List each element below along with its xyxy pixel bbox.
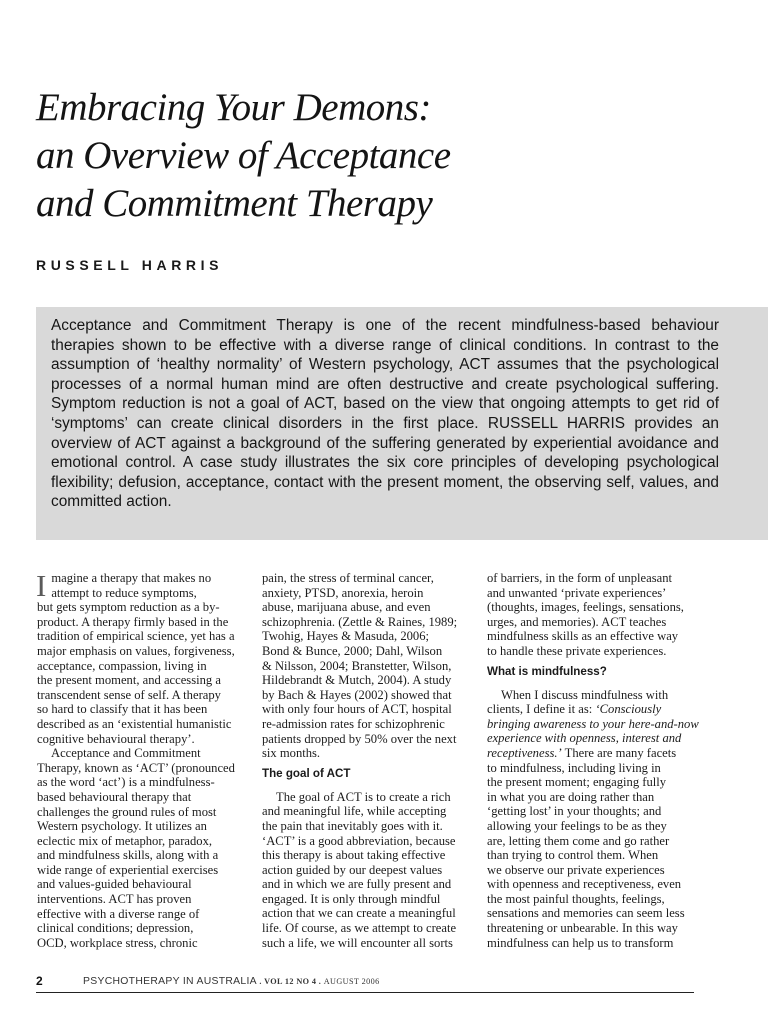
text-line: allowing your feelings to be as they xyxy=(487,818,667,833)
italic-quote: ‘Consciously xyxy=(595,702,662,717)
text-line: engaged. It is only through mindful xyxy=(262,891,441,906)
title-line: Embracing Your Demons: xyxy=(36,86,431,129)
text-line xyxy=(487,702,693,717)
text-line: (thoughts, images, feelings, sensations, xyxy=(487,600,684,615)
text-line: six months. xyxy=(262,746,321,761)
text-line: by Bach & Hayes (2002) showed that xyxy=(262,687,452,702)
section-heading: The goal of ACT xyxy=(262,766,351,780)
text-line: OCD, workplace stress, chronic xyxy=(37,935,198,950)
text-line: sensations and memories can seem less xyxy=(487,906,685,921)
text-line: transcendent sense of self. A therapy xyxy=(37,687,221,702)
paragraph xyxy=(37,746,243,950)
body-column-2 xyxy=(262,571,468,950)
text-line: When I discuss mindfulness with xyxy=(501,687,669,702)
text-line: such a life, we will encounter all sorts xyxy=(262,935,453,950)
journal-title: PSYCHOTHERAPY IN AUSTRALIA xyxy=(83,976,257,987)
separator-dot: . xyxy=(256,977,265,986)
text-line: urges, and memories). ACT teaches xyxy=(487,614,667,629)
text-line: mindfulness can help us to transform xyxy=(487,935,674,950)
text-line: based behavioural therapy that xyxy=(37,789,192,804)
page-number: 2 xyxy=(36,974,43,988)
text-line: to handle these private experiences. xyxy=(487,643,667,658)
text-line: & Nilsson, 2004; Branstetter, Wilson, xyxy=(262,658,452,673)
italic-quote: bringing awareness to your here-and-now xyxy=(487,716,699,731)
text-line: effective with a diverse range of xyxy=(37,906,200,921)
drop-cap: I xyxy=(36,568,47,603)
text-line: Western psychology. It utilizes an xyxy=(37,819,207,834)
separator-dot: . xyxy=(316,977,324,986)
text-line: the present moment, and accessing a xyxy=(37,673,221,688)
text-line: described as an ‘existential humanistic xyxy=(37,716,232,731)
text-span: clients, I define it as: xyxy=(487,702,596,717)
text-line: and mindfulness skills, along with a xyxy=(37,848,219,863)
body-column-3 xyxy=(487,571,699,950)
article-title xyxy=(36,84,676,228)
text-line: mindfulness skills as an effective way xyxy=(487,629,679,644)
text-line: ‘ACT’ is a good abbreviation, because xyxy=(262,833,456,848)
text-line: to mindfulness, including living in xyxy=(487,760,661,775)
title-line: and Commitment Therapy xyxy=(36,182,433,225)
text-line: clinical conditions; depression, xyxy=(37,921,194,936)
text-line: with only four hours of ACT, hospital xyxy=(262,702,452,717)
page-footer xyxy=(36,974,694,993)
text-line: acceptance, compassion, living in xyxy=(37,658,207,673)
text-line: threatening or unbearable. In this way xyxy=(487,921,678,936)
text-line: Twohig, Hayes & Masuda, 2006; xyxy=(262,629,430,644)
text-line: the most painful thoughts, feelings, xyxy=(487,891,665,906)
text-line: action guided by our deepest values xyxy=(262,862,443,877)
text-line: we observe our private experiences xyxy=(487,862,665,877)
paragraph xyxy=(487,571,693,659)
text-line: cognitive behavioural therapy’. xyxy=(37,731,195,746)
text-line: so hard to classify that it has been xyxy=(37,702,208,717)
text-line: re-admission rates for schizophrenic xyxy=(262,716,445,731)
text-line: patients dropped by 50% over the next xyxy=(262,731,457,746)
abstract-box xyxy=(36,307,768,540)
text-line: anxiety, PTSD, anorexia, heroin xyxy=(262,585,424,600)
text-line: attempt to reduce symptoms, xyxy=(51,585,197,600)
text-line: schizophrenia. (Zettle & Raines, 1989; xyxy=(262,614,458,629)
text-line: the present moment; engaging fully xyxy=(487,775,667,790)
text-line: this therapy is about taking effective xyxy=(262,848,446,863)
text-line: with openness and receptiveness, even xyxy=(487,877,682,892)
text-line: The goal of ACT is to create a rich xyxy=(276,789,451,804)
body-column-1 xyxy=(36,568,243,950)
text-line: the pain that inevitably goes with it. xyxy=(262,818,443,833)
text-line: as the word ‘act’) is a mindfulness- xyxy=(37,775,215,790)
text-line: Hildebrandt & Mutch, 2004). A study xyxy=(262,673,452,688)
author-name: RUSSELL HARRIS xyxy=(36,257,224,273)
italic-quote: experience with openness, interest and xyxy=(487,731,682,746)
text-line: Therapy, known as ‘ACT’ (pronounced xyxy=(37,760,235,775)
text-line: and values-guided behavioural xyxy=(37,877,192,892)
text-line: Bond & Bunce, 2000; Dahl, Wilson xyxy=(262,643,443,658)
text-line xyxy=(487,746,693,761)
text-line: interventions. ACT has proven xyxy=(37,892,192,907)
text-line: abuse, marijuana abuse, and even xyxy=(262,600,431,615)
text-line: magine a therapy that makes no xyxy=(51,571,212,585)
text-line: eclectic mix of metaphor, paradox, xyxy=(37,833,213,848)
text-line: and in which we are fully present and xyxy=(262,877,452,892)
text-span: There are many facets xyxy=(561,745,677,760)
text-line: product. A therapy firmly based in the xyxy=(37,614,229,629)
text-line: and meaningful life, while accepting xyxy=(262,804,447,819)
volume-number: VOL 12 NO 4 xyxy=(264,977,317,986)
paragraph xyxy=(262,790,468,951)
abstract-text: Acceptance and Commitment Therapy is one of the recent mindfulness-based behaviour therapies shown to be effective with a diverse range of clinical conditions. In contrast to the assumption of ‘healthy normality’ of Western psychology, ACT assumes that the psychological processes of a normal human mind are often destructive and create psychological suffering. Symptom reduction is not a goal of ACT, based on the view that ongoing attempts to get rid of ‘symptoms’ can create clinical disorders in the first place. RUSSELL HARRIS provides an overview of ACT against a background of the suffering generated by experiential avoidance and emotional control. A case study illustrates the six core principles of developing psychological flexibility; defusion, acceptance, contact with the present moment, the observing self, values, and committed action. xyxy=(51,317,719,511)
text-line: than trying to control them. When xyxy=(487,848,659,863)
title-line: an Overview of Acceptance xyxy=(36,134,451,177)
text-line: life. Of course, as we attempt to create xyxy=(262,921,457,936)
paragraph xyxy=(262,571,468,761)
journal-name xyxy=(83,976,380,987)
section-heading: What is mindfulness? xyxy=(487,664,607,678)
text-line: and unwanted ‘private experiences’ xyxy=(487,585,667,600)
text-line: in what you are doing rather than xyxy=(487,789,655,804)
text-line: ‘getting lost’ in your thoughts; and xyxy=(487,804,662,819)
text-line: tradition of empirical science, yet has a xyxy=(37,629,235,644)
text-line: Acceptance and Commitment xyxy=(51,746,201,761)
text-line: are, letting them come and go rather xyxy=(487,833,670,848)
paragraph xyxy=(487,687,699,951)
text-line: wide range of experiential exercises xyxy=(37,862,219,877)
text-line: but gets symptom reduction as a by- xyxy=(37,600,220,615)
italic-quote: receptiveness.’ xyxy=(487,745,562,760)
text-line: of barriers, in the form of unpleasant xyxy=(487,571,672,585)
paragraph xyxy=(36,568,243,746)
issue-separator xyxy=(257,977,380,986)
issue-date: AUGUST 2006 xyxy=(323,977,380,986)
text-line: pain, the stress of terminal cancer, xyxy=(262,571,434,585)
text-line: action that we can create a meaningful xyxy=(262,906,456,921)
text-line: major emphasis on values, forgiveness, xyxy=(37,643,235,658)
text-line: challenges the ground rules of most xyxy=(37,804,217,819)
